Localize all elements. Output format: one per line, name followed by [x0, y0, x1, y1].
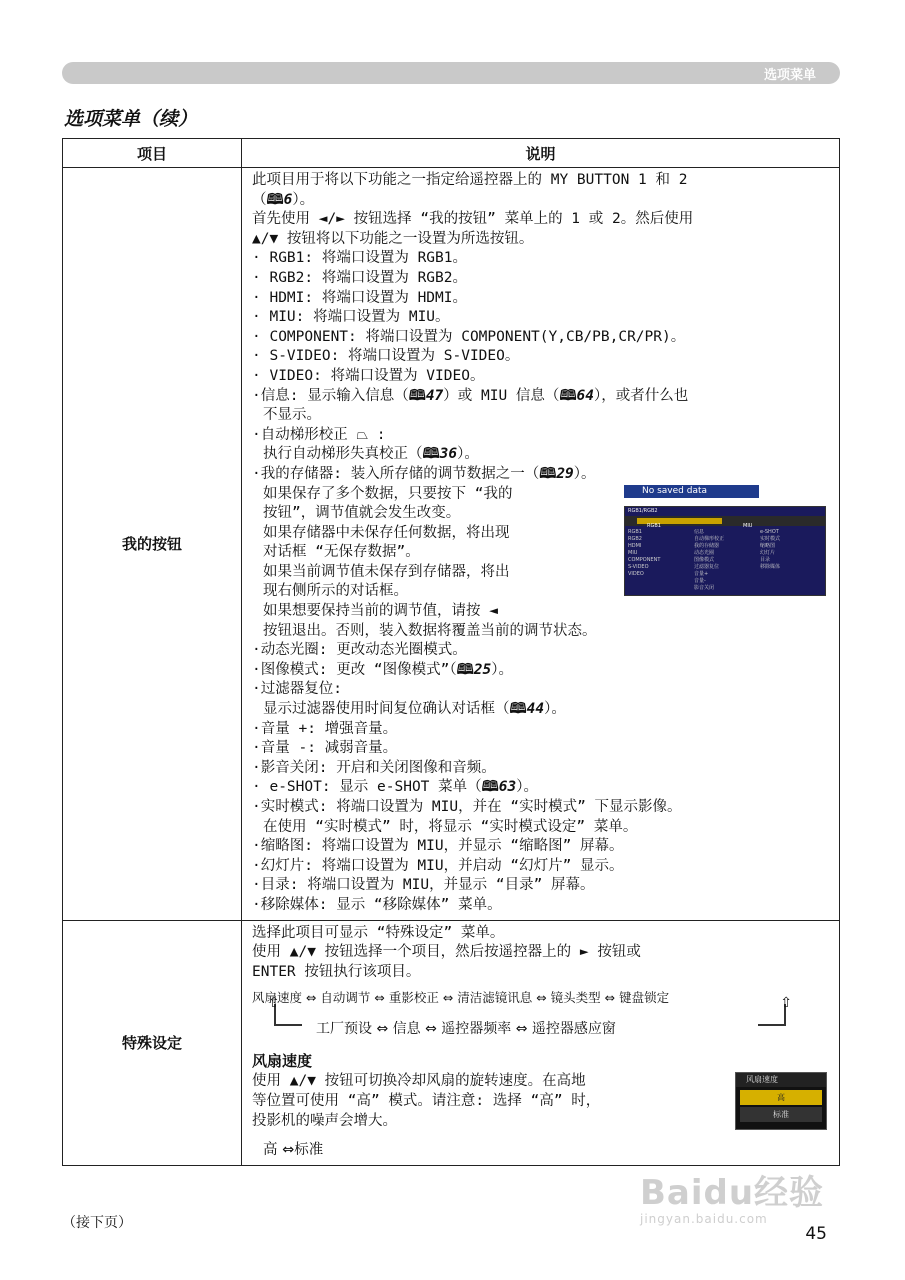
list-item: ·动态光圈: 更改动态光圈模式。 — [252, 642, 467, 659]
book-icon: 🕮 — [509, 701, 527, 718]
row-name-special-settings: 特殊设定 — [63, 920, 242, 1165]
desc-text: 显示过滤器使用时间复位确认对话框（ — [263, 701, 510, 718]
list-item — [252, 387, 831, 407]
menu-column — [628, 529, 690, 592]
row-name-my-button: 我的按钮 — [63, 168, 242, 921]
table-row-special-settings — [63, 920, 840, 1165]
desc-text: · e-SHOT: 显示 e-SHOT 菜单（ — [252, 779, 482, 796]
book-icon: 🕮 — [422, 446, 440, 463]
list-item: · RGB2: 将端口设置为 RGB2。 — [252, 269, 467, 286]
desc-line: 按钮”，调节值就会发生改变。 — [263, 505, 461, 522]
fan-speed-heading: 风扇速度 — [252, 1052, 313, 1071]
menu-item: VIDEO — [628, 570, 644, 577]
page-ref: 29 — [556, 465, 574, 482]
desc-line: 选择此项目可显示 “特殊设定” 菜单。 — [252, 924, 505, 941]
desc-text: ）。 — [457, 446, 479, 463]
header-label: 选项菜单 — [763, 68, 816, 83]
menu-column — [760, 529, 822, 592]
fan-option-normal: 标准 — [740, 1107, 822, 1122]
page-ref: 36 — [439, 446, 458, 463]
loop-arrow-icon — [758, 1004, 786, 1026]
desc-line: 首先使用 ◄/► 按钮选择 “我的按钮” 菜单上的 1 或 2。然后使用 — [252, 211, 694, 228]
memory-block — [252, 485, 831, 622]
list-item: ·过滤器复位: — [252, 681, 342, 698]
list-item — [252, 661, 831, 681]
list-item: · MIU: 将端口设置为 MIU。 — [252, 309, 450, 326]
list-item: · VIDEO: 将端口设置为 VIDEO。 — [252, 367, 485, 384]
desc-text: ·我的存储器: 装入所存储的调节数据之一（ — [252, 465, 540, 482]
desc-line: 使用 ▲/▼ 按钮可切换冷却风扇的旋转速度。在高地 — [252, 1073, 586, 1090]
desc-text: 执行自动梯形失真校正（ — [263, 446, 423, 463]
list-item: · HDMI: 将端口设置为 HDMI。 — [252, 289, 467, 306]
menu-item: 实时模式 — [760, 535, 781, 542]
page-ref: 64 — [576, 387, 595, 404]
table-row-my-button — [63, 168, 840, 921]
desc-text: ）。 — [516, 779, 538, 796]
list-item: · S-VIDEO: 将端口设置为 S-VIDEO。 — [252, 348, 520, 365]
menu-item: RGB2 — [628, 535, 642, 542]
list-item: ·缩略图: 将端口设置为 MIU，并显示 “缩略图” 屏幕。 — [252, 838, 624, 855]
list-item: ·影音关闭: 开启和关闭图像和音频。 — [252, 759, 496, 776]
menu-item: 图像模式 — [694, 556, 715, 563]
row-desc-my-button — [242, 168, 840, 921]
page-ref: 63 — [498, 779, 517, 796]
fan-options-line: 高 ⇔标准 — [263, 1142, 324, 1159]
page-ref: 6 — [283, 191, 293, 208]
list-item: ·幻灯片: 将端口设置为 MIU，并启动 “幻灯片” 显示。 — [252, 857, 624, 874]
row-desc-special-settings — [242, 920, 840, 1165]
page-number: 45 — [805, 1224, 827, 1244]
column-header-description: 说明 — [242, 139, 840, 168]
desc-line — [252, 445, 831, 465]
desc-line: （🕮6）。 — [252, 191, 831, 211]
menu-item: e-SHOT — [760, 528, 779, 535]
list-item: ·移除媒体: 显示 “移除媒体” 菜单。 — [252, 896, 502, 913]
desc-text: ·图像模式: 更改 “图像模式”（ — [252, 661, 457, 678]
desc-line: 按钮退出。否则，装入数据将覆盖当前的调节状态。 — [263, 622, 597, 639]
list-item: ·音量 -: 减弱音量。 — [252, 740, 398, 757]
book-icon: 🕮 — [266, 191, 284, 208]
menu-item: 过滤器复位 — [694, 563, 720, 570]
watermark-brand: Baidu经验 — [640, 1173, 825, 1213]
menu-item: 目录 — [760, 556, 771, 563]
list-item: ·目录: 将端口设置为 MIU，并显示 “目录” 屏幕。 — [252, 877, 595, 894]
page-ref: 44 — [526, 701, 545, 718]
fan-speed-dialog — [735, 1072, 827, 1130]
desc-text: ·信息: 显示输入信息（ — [252, 387, 409, 404]
menu-item: HDMI — [628, 542, 642, 549]
book-icon: 🕮 — [408, 387, 426, 404]
desc-line: 如果存储器中未保存任何数据，将出现 — [263, 524, 510, 541]
desc-line: ▲/▼ 按钮将以下功能之一设置为所选按钮。 — [252, 230, 534, 247]
watermark-url: jingyan.baidu.com — [640, 1212, 768, 1226]
book-icon: 🕮 — [539, 465, 557, 482]
desc-line: 使用 ▲/▼ 按钮选择一个项目，然后按遥控器上的 ► 按钮或 — [252, 944, 641, 961]
list-item: ·实时模式: 将端口设置为 MIU，并在 “实时模式” 下显示影像。 — [252, 799, 682, 815]
desc-line: 对话框 “无保存数据”。 — [263, 544, 420, 561]
page-ref: 25 — [473, 661, 492, 678]
desc-text: ），或者什么也 — [594, 387, 689, 404]
menu-column — [694, 529, 756, 592]
menu-item: 音量+ — [694, 570, 709, 577]
menu-item: RGB1 — [628, 528, 642, 535]
sequence-line-1: 风扇速度 ⇔ 自动调节 ⇔ 重影校正 ⇔ 清洁滤镜讯息 ⇔ 镜头类型 ⇔ 键盘锁定 — [252, 990, 670, 1006]
book-icon: 🕮 — [456, 661, 474, 678]
section-title: 选项菜单（续） — [64, 108, 198, 130]
sequence-text: 工厂预设 ⇔ 信息 ⇔ 遥控器频率 ⇔ 遥控器感应窗 — [316, 1021, 616, 1038]
desc-text: ）。 — [491, 661, 513, 678]
desc-line: 如果保存了多个数据，只要按下 “我的 — [263, 485, 513, 502]
menu-bar — [625, 516, 825, 529]
desc-line: 在使用 “实时模式” 时，将显示 “实时模式设定” 菜单。 — [263, 818, 638, 835]
desc-line: 如果想要保持当前的调节值，请按 ◄ — [263, 603, 498, 620]
menu-top: RGB1/RGB2 — [628, 507, 658, 514]
menu-item: 信息 — [694, 528, 705, 535]
loop-arrow-icon — [274, 1004, 302, 1026]
menu-item: COMPONENT — [628, 556, 661, 563]
menu-item: MIU — [628, 549, 638, 556]
menu-item: 移除媒体 — [760, 563, 781, 570]
header-bar — [62, 62, 840, 84]
menu-bar-left: RGB1 — [647, 522, 661, 529]
list-item: ·音量 +: 增强音量。 — [252, 720, 398, 737]
table-header-row — [63, 139, 840, 168]
sequence-line-2 — [252, 1008, 831, 1042]
page-ref: 47 — [425, 387, 444, 404]
continued-note: （接下页） — [62, 1215, 132, 1231]
menu-item: 幻灯片 — [760, 549, 776, 556]
desc-line: 不显示。 — [263, 407, 321, 424]
desc-line — [252, 700, 831, 720]
menu-item: 自动梯形校正 — [694, 535, 725, 542]
column-header-item: 项目 — [63, 139, 242, 168]
desc-line: 此项目用于将以下功能之一指定给遥控器上的 MY BUTTON 1 和 2 — [252, 172, 688, 188]
desc-line: 现右侧所示的对话框。 — [263, 583, 408, 600]
book-icon: 🕮 — [481, 779, 499, 796]
list-item: ·自动梯形校正 ⏢ : — [252, 426, 386, 443]
list-item: · RGB1: 将端口设置为 RGB1。 — [252, 250, 467, 267]
menu-item: 动态光圈 — [694, 549, 715, 556]
desc-text: ）。 — [573, 465, 596, 482]
dialog-title: No saved data — [624, 485, 759, 498]
fan-dialog-title: 风扇速度 — [736, 1073, 826, 1087]
menu-item: S-VIDEO — [628, 563, 649, 570]
menu-item: 缩略图 — [760, 542, 776, 549]
list-item: · COMPONENT: 将端口设置为 COMPONENT(Y,CB/PB,CR/PR)。 — [252, 328, 686, 345]
menu-item: 我的存储器 — [694, 542, 720, 549]
menu-bar-right: MIU — [743, 522, 753, 529]
desc-text: ）。 — [292, 191, 315, 208]
no-saved-data-dialog — [624, 485, 829, 605]
book-icon: 🕮 — [559, 387, 577, 404]
desc-line: 投影机的噪声会增大。 — [252, 1112, 397, 1129]
desc-text: ）或 MIU 信息（ — [443, 387, 560, 404]
desc-line: ENTER 按钮执行该项目。 — [252, 963, 421, 980]
menu-item: 影音关闭 — [694, 584, 715, 591]
options-table — [62, 138, 840, 1166]
list-item — [252, 778, 831, 798]
list-item — [252, 465, 831, 485]
fan-option-high: 高 — [740, 1090, 822, 1105]
baidu-watermark — [640, 1165, 824, 1226]
desc-line: 等位置可使用 “高” 模式。请注意: 选择 “高” 时， — [252, 1092, 601, 1109]
desc-line: 如果当前调节值未保存到存储器，将出 — [263, 563, 510, 580]
menu-screenshot — [624, 506, 826, 596]
desc-text: ）。 — [544, 701, 566, 718]
fan-speed-block — [252, 1072, 831, 1131]
menu-item: 音量- — [694, 577, 706, 584]
